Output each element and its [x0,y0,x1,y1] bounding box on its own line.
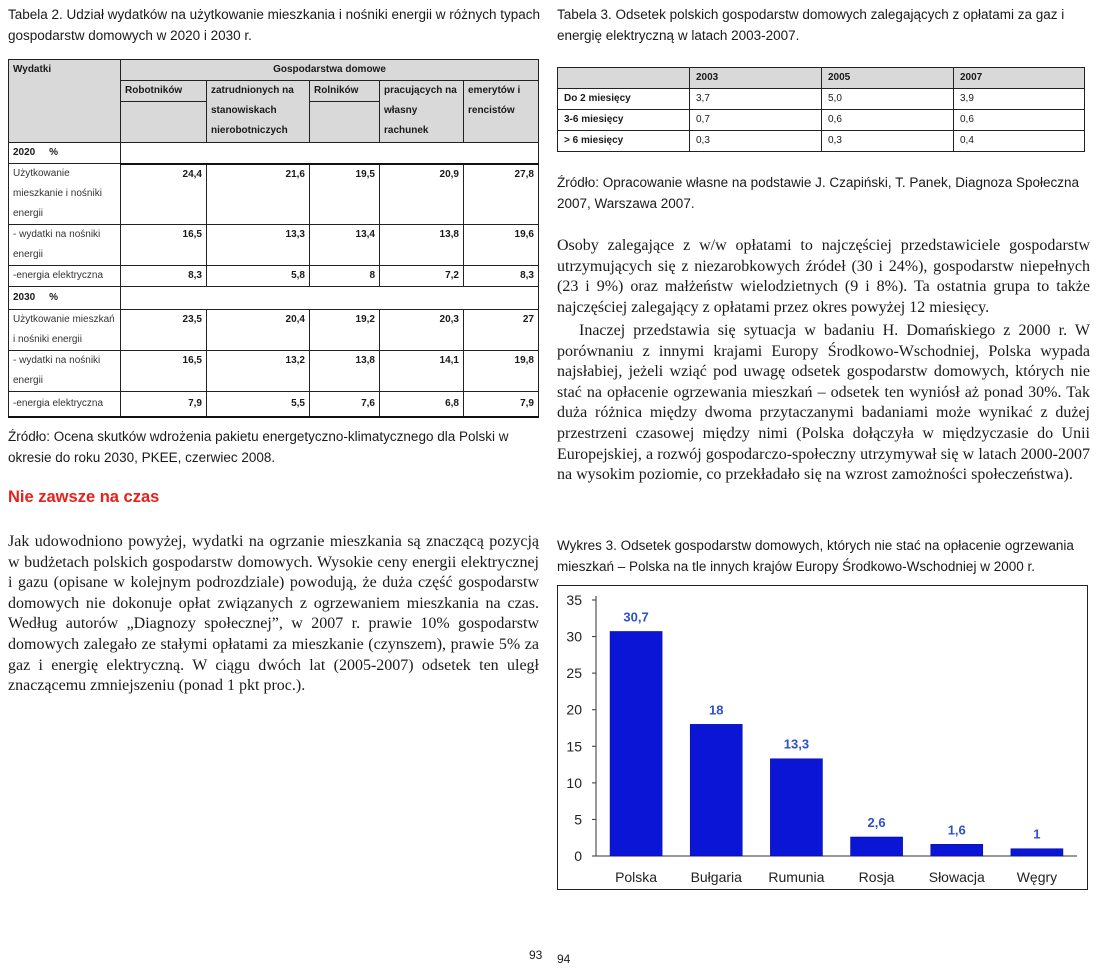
data-label: 1,6 [947,822,966,838]
table2-group-header: Gospodarstwa domowe [121,60,539,81]
data-label: 1 [1033,826,1041,842]
data-label: 13,3 [783,736,810,752]
section-heading: Nie zawsze na czas [8,488,160,506]
left-paragraph: Jak udowodniono powyżej, wydatki na ogrzanie mieszkania są znaczącą pozycją w budżetach polskich gospodarstw domowych. Wysokie ceny energii elektrycznej i gazu (opisane w kolejnym podrozdziale) powodują, że duża część gospodarstw domowych nie dokonuje opłat związanych z ogrzewaniem mieszkania na czas. Według autorów „Diagnozy społecznej”, w 2007 r. prawie 10% gospodarstw domowych zalegało ze stałymi opłatami za mieszkanie (czynszem), prawie 5% za gaz i energię elektryczną. W ciągu dwóch lat (2005-2007) odsetek ten uległ znaczącemu zmniejszeniu (ponad 1 pkt proc.). [8,533,539,695]
table2-cell: 6,8 [380,392,464,418]
table2-cell: 13,2 [207,351,310,392]
table3-row-label: Do 2 miesięcy [558,89,690,110]
table2-row-label: - wydatki na nośniki energii [9,351,121,392]
page-number-right: 94 [557,952,571,966]
table2-source: Źródło: Ocena skutków wdrożenia pakietu energetyczno-klimatycznego dla Polski w okresie do roku 2030, PKEE, czerwiec 2008. [8,429,509,465]
x-tick-label: Węgry [1016,869,1058,885]
table2-col-header: emerytów i rencistów [464,81,539,143]
table2-cell: 19,5 [310,164,380,225]
table2-cell: 20,4 [207,310,310,351]
y-tick-label: 15 [566,738,582,755]
x-tick-label: Rosja [858,869,895,885]
y-tick-label: 0 [574,848,582,864]
table3-row-label: > 6 miesięcy [558,131,690,152]
table2-cell: 8,3 [121,266,207,287]
table2-cell: 7,9 [464,392,539,418]
table2-row-label: - wydatki na nośniki energii [9,225,121,266]
table3-cell: 0,6 [954,110,1085,131]
table3-cell: 0,6 [822,110,954,131]
table2-cell: 13,4 [310,225,380,266]
table2-corner-label: Wydatki [9,60,121,143]
y-tick-label: 20 [566,701,582,718]
table2-cell: 19,6 [464,225,539,266]
table2-cell: 24,4 [121,164,207,225]
bar [1011,849,1063,856]
x-tick-label: Polska [615,869,658,885]
right-paragraph-1: Osoby zalegające z w/w opłatami to najczęściej przedstawiciele gospodarstw utrzymujących się z niezarobkowych źródeł (30 i 24%), gospodarstw niepełnych (23 i 9%) oraz małżeństw wielodzietnych (9 i 8%). Ta ostatnia grupa to także najczęściej zalegający z opłatami przez okres powyżej 12 miesięcy. [557,237,1090,316]
bar [610,631,662,856]
table2-year-2020: 2020 % [9,143,121,164]
table3-caption: Tabela 3. Odsetek polskich gospodarstw domowych zalegających z opłatami za gaz i energię elektryczną w latach 2003-2007. [557,7,1065,43]
table3-source: Źródło: Opracowanie własne na podstawie J. Czapiński, T. Panek, Diagnoza Społeczna 2007, Warszawa 2007. [557,175,1080,211]
x-tick-label: Bułgaria [690,869,742,885]
table3-cell: 5,0 [822,89,954,110]
table2 [8,59,538,419]
table2-cell: 5,8 [207,266,310,287]
table2-row-label: Użytkowanie mieszkanie i nośniki energii [9,164,121,225]
table3-row-label: 3-6 miesięcy [558,110,690,131]
table2-cell: 19,8 [464,351,539,392]
table2-cell: 27 [464,310,539,351]
table2-cell: 8,3 [464,266,539,287]
table2-cell: 21,6 [207,164,310,225]
bar-chart-svg [558,586,1087,889]
table2-cell: 13,8 [310,351,380,392]
table2-cell: 7,2 [380,266,464,287]
y-tick-label: 10 [566,774,582,791]
y-tick-label: 30 [566,628,582,645]
table2-cell: 13,8 [380,225,464,266]
table2-col-header: pracujących na własny rachunek [380,81,464,143]
page-number-left: 93 [529,948,543,962]
table2-cell: 14,1 [380,351,464,392]
bar [690,724,742,856]
table2-cell: 8 [310,266,380,287]
y-tick-label: 25 [566,665,582,682]
bar-chart [557,585,1088,890]
data-label: 18 [709,702,724,718]
bar [851,837,903,856]
table2-cell: 5,5 [207,392,310,418]
table2-col-header: Robotników [121,81,207,102]
table2-cell: 19,2 [310,310,380,351]
table3-year-header: 2007 [954,68,1085,89]
table2-cell: 20,9 [380,164,464,225]
table2-cell: 13,3 [207,225,310,266]
table2-cell: 27,8 [464,164,539,225]
table3-cell: 3,7 [690,89,822,110]
data-label: 2,6 [867,814,886,830]
table2-cell: 16,5 [121,225,207,266]
table2-col-header: Rolników [310,81,380,102]
table3-cell: 0,4 [954,131,1085,152]
table2-cell: 23,5 [121,310,207,351]
y-tick-label: 35 [566,592,582,608]
x-tick-label: Słowacja [928,869,985,885]
table3-cell: 0,3 [690,131,822,152]
table2-caption: Tabela 2. Udział wydatków na użytkowanie mieszkania i nośniki energii w różnych typach gospodarstw domowych w 2020 i 2030 r. [8,7,541,43]
bar [931,844,983,856]
table2-cell: 20,3 [380,310,464,351]
table3-cell: 0,7 [690,110,822,131]
right-paragraph-2: Inaczej przedstawia się sytuacja w badaniu H. Domańskiego z 2000 r. W porównaniu z innymi krajami Europy Środkowo-Wschodniej, Polska wypada najsłabiej, jeżeli wziąć pod uwagę odsetek gospodarstw domowych, których nie stać na opłacenie ogrzewania mieszkań – odsetek ten wyniósł aż ponad 30%. Tak duża różnica między dwoma przytaczanymi badaniami może wynikać z dużej przestrzeni czasowej między nimi (Polska dołączyła w międzyczasie do Unii Europejskiej, a rozwój gospodarczo-społeczny utrzymywał się w latach 2000-2007 na wysokim poziomie, co przekładało się na wzrost zamożności społeczeństwa). [557,322,1090,484]
table2-col-header: zatrudnionych na stanowiskach nierobotniczych [207,81,310,143]
bar [770,759,822,856]
table2-cell: 16,5 [121,351,207,392]
y-tick-label: 5 [574,811,582,828]
table2-row-label: Użytkowanie mieszkań i nośniki energii [9,310,121,351]
table3-cell: 0,3 [822,131,954,152]
table2-cell: 7,6 [310,392,380,418]
table3-cell: 3,9 [954,89,1085,110]
x-tick-label: Rumunia [768,869,825,885]
table2-cell: 7,9 [121,392,207,418]
table3 [557,67,1085,152]
figure3-caption: Wykres 3. Odsetek gospodarstw domowych, których nie stać na opłacenie ogrzewania mieszkań – Polska na tle innych krajów Europy Środkowo-Wschodniej w 2000 r. [557,538,1074,574]
table3-year-header: 2003 [690,68,822,89]
table2-row-label: -energia elektryczna [9,392,121,418]
table3-year-header: 2005 [822,68,954,89]
data-label: 30,7 [623,609,649,625]
table2-row-label: -energia elektryczna [9,266,121,287]
table2-year-2030: 2030 % [9,287,121,310]
